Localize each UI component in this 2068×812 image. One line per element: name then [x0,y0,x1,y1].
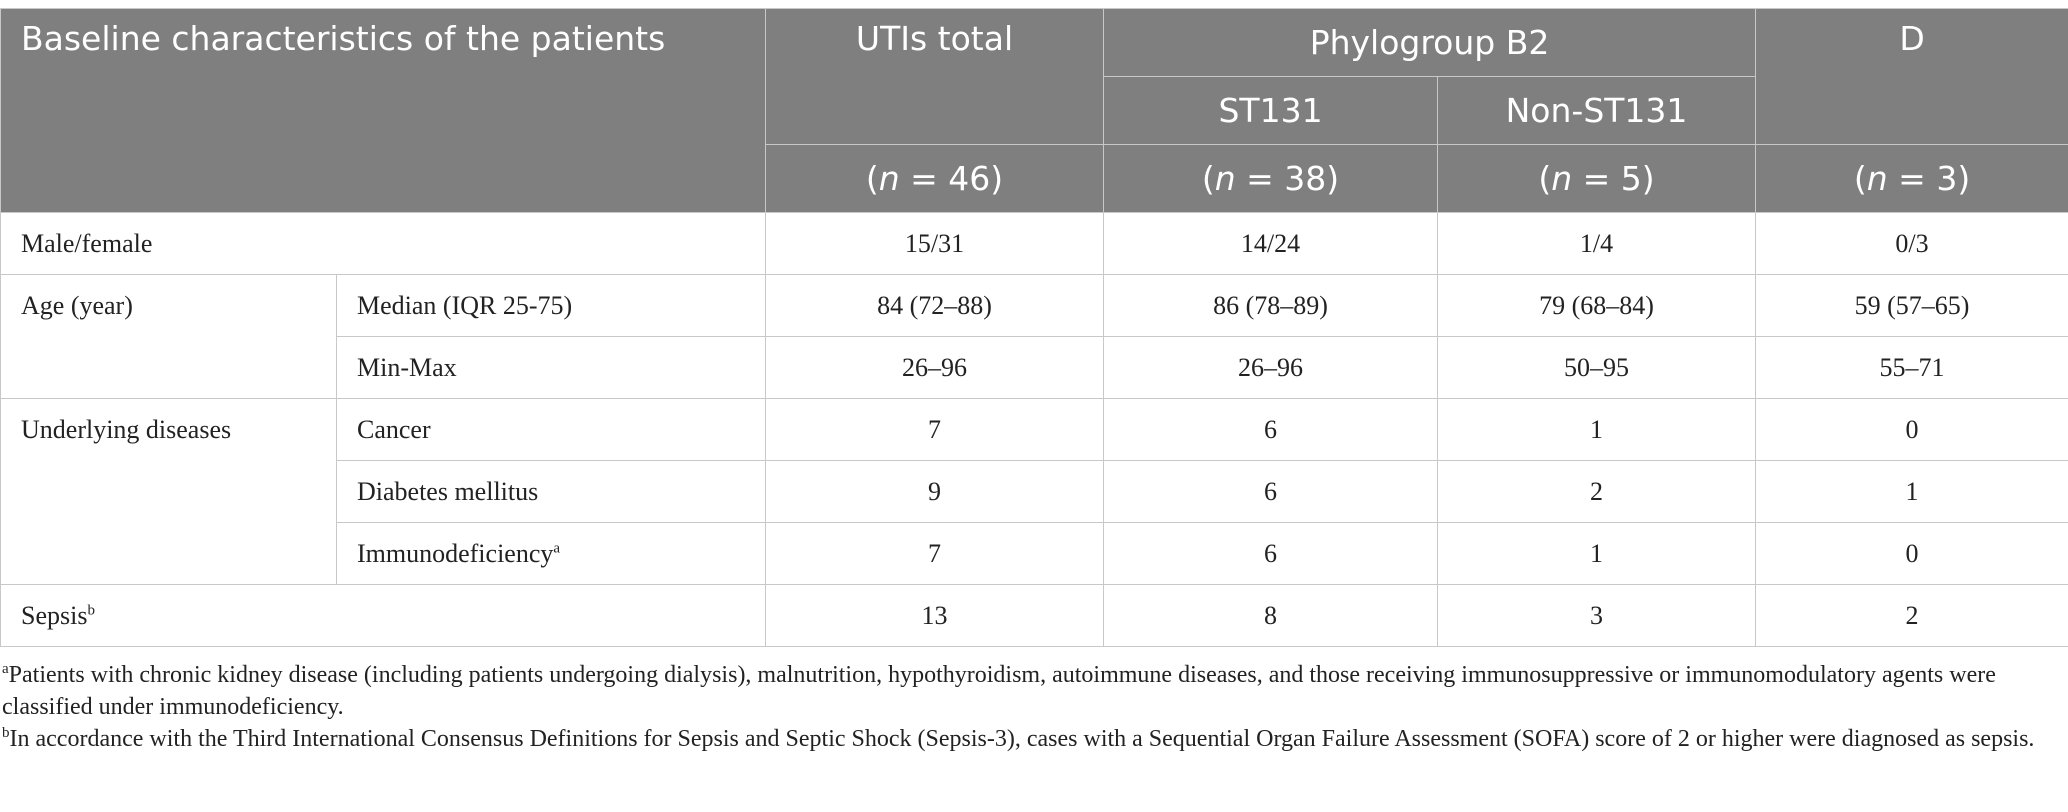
header-uti-total: UTIs total [766,9,1104,145]
row-sublabel-immunodeficiency: Immunodeficiency$^a$ [337,523,766,585]
cell-value: 3 [1438,585,1756,647]
cell-value: 1 [1438,523,1756,585]
table-footnotes [0,659,2062,755]
cell-value: 1 [1438,399,1756,461]
cell-value: 7 [766,399,1104,461]
footnote-marker-b: b [87,601,95,618]
header-n-total: (n = 46) [766,145,1104,213]
footnote-a: $^a$Patients with chronic kidney disease (including patients undergoing dialysis), malnutrition, hypothyroidism, autoimmune diseases, and those receiving immunosuppressive or immunomodulatory agents were classified under immunodeficiency. [2,661,1996,720]
cell-value: 86 (78–89) [1104,275,1438,337]
header-n-d: (n = 3) [1756,145,2068,213]
cell-value: 0 [1756,523,2068,585]
table-body [1,213,2068,647]
header-n-st131: (n = 38) [1104,145,1438,213]
row-label-underlying-diseases: Underlying diseases [1,399,337,585]
row-label-sex: Male/female [1,213,766,275]
row-sublabel-cancer: Cancer [337,399,766,461]
row-label-age: Age (year) [1,275,337,399]
table-header [1,9,2068,213]
cell-value: 6 [1104,523,1438,585]
cell-value: 8 [1104,585,1438,647]
table-row-cancer [1,399,2068,461]
footnote-b: $^b$In accordance with the Third International Consensus Definitions for Sepsis and Septic Shock (Sepsis-3), cases with a Sequential Organ Failure Assessment (SOFA) score of 2 or higher were diagnosed as sepsis. [2,725,2035,752]
row-sublabel-diabetes: Diabetes mellitus [337,461,766,523]
cell-value: 1/4 [1438,213,1756,275]
cell-value: 26–96 [766,337,1104,399]
cell-value: 14/24 [1104,213,1438,275]
cell-value: 15/31 [766,213,1104,275]
row-label-sepsis: Sepsis$^b$ [1,585,766,647]
cell-value: 84 (72–88) [766,275,1104,337]
header-phylogroup-d: D [1756,9,2068,145]
table-row-sex [1,213,2068,275]
cell-value: 9 [766,461,1104,523]
cell-value: 59 (57–65) [1756,275,2068,337]
cell-value: 50–95 [1438,337,1756,399]
cell-value: 0/3 [1756,213,2068,275]
cell-value: 2 [1756,585,2068,647]
cell-value: 7 [766,523,1104,585]
table-container [0,8,2068,755]
cell-value: 26–96 [1104,337,1438,399]
row-sublabel-median: Median (IQR 25-75) [337,275,766,337]
table-row-age-median [1,275,2068,337]
header-phylogroup-b2: Phylogroup B2 [1104,9,1756,77]
cell-value: 2 [1438,461,1756,523]
cell-value: 79 (68–84) [1438,275,1756,337]
table-row-sepsis [1,585,2068,647]
cell-value: 55–71 [1756,337,2068,399]
cell-value: 6 [1104,461,1438,523]
cell-value: 0 [1756,399,2068,461]
header-title: Baseline characteristics of the patients [1,9,766,213]
cell-value: 13 [766,585,1104,647]
footnote-marker-a: a [553,539,561,556]
header-n-non-st131: (n = 5) [1438,145,1756,213]
row-sublabel-minmax: Min-Max [337,337,766,399]
header-st131: ST131 [1104,77,1438,145]
cell-value: 1 [1756,461,2068,523]
baseline-characteristics-table [0,8,2068,647]
cell-value: 6 [1104,399,1438,461]
header-non-st131: Non-ST131 [1438,77,1756,145]
